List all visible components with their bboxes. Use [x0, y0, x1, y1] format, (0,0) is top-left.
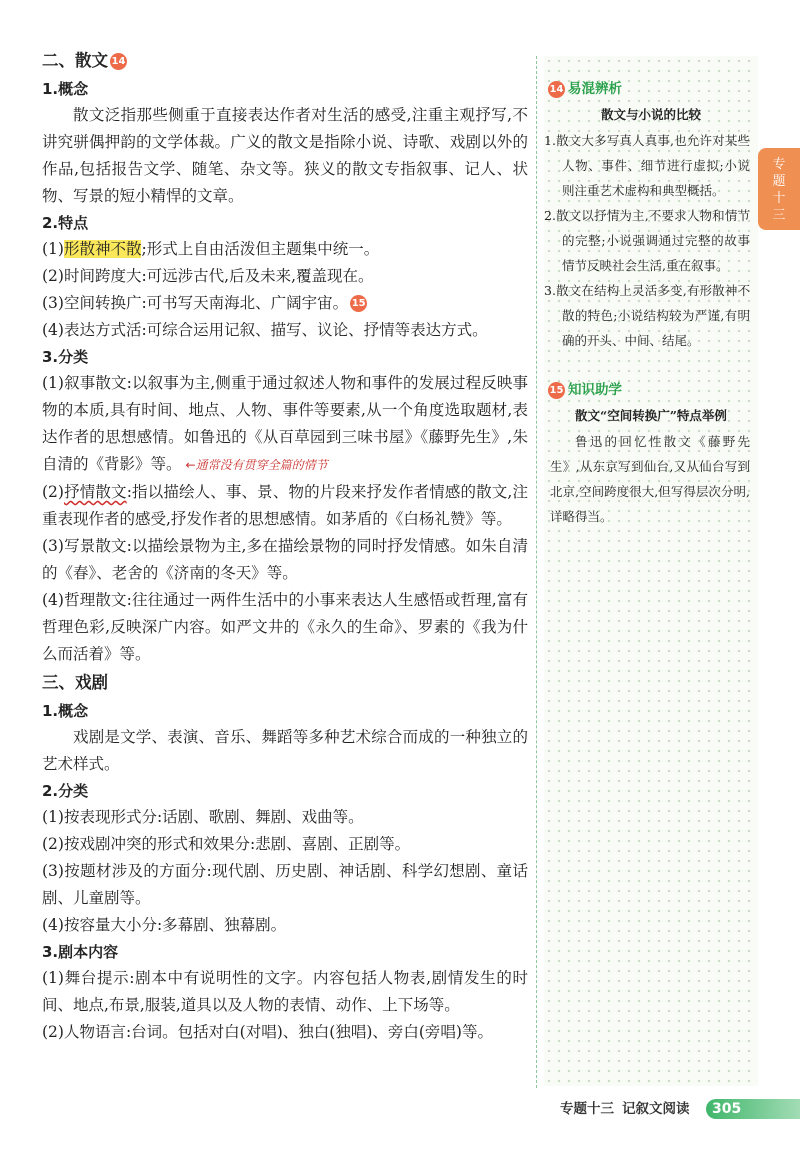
- tab-char: 题: [772, 174, 786, 189]
- item-prefix: (2): [42, 483, 64, 501]
- sidebar-box-heading: [544, 76, 758, 102]
- drama-class-item: (4)按容量大小分:多幕剧、独幕剧。: [42, 916, 287, 934]
- highlighted-term: 形散神不散: [63, 240, 142, 258]
- drama-class-item: (2)按戏剧冲突的形式和效果分:悲剧、喜剧、正剧等。: [42, 835, 411, 853]
- main-content: [42, 46, 528, 1046]
- note-badge: 14: [548, 81, 565, 98]
- feature-item: (2)时间跨度大:可远涉古代,后及未来,覆盖现在。: [42, 267, 374, 285]
- section-heading-prose: [42, 46, 528, 76]
- item-text: :指以描绘人、事、景、物的片段来抒发作者情感的散文,注重表现作者的感受,抒发作者的思想感情。如茅盾的《白杨礼赞》等。: [42, 483, 528, 528]
- tab-char: 十: [772, 191, 786, 206]
- classification-item: (4)哲理散文:往往通过一两件生活中的小事来表达人生感悟或哲理,富有哲理色彩,反映深广内容。如严文井的《永久的生命》、罗素的《我为什么而活着》等。: [42, 591, 528, 663]
- item-prefix: (1): [42, 240, 64, 258]
- subheading-drama-concept: 1.概念: [42, 702, 89, 720]
- classification-item: (3)写景散文:以描绘景物为主,多在描绘景物的同时抒发情感。如朱自清的《春》、老舍的《济南的冬天》等。: [42, 537, 528, 582]
- sidebar-box-subtitle: 散文“空间转换广”特点举例: [575, 408, 727, 423]
- tab-char: 专: [772, 157, 786, 172]
- footer-topic: 专题十三: [560, 1101, 614, 1117]
- handwritten-note: ← 通常没有贯穿全篇的情节: [186, 458, 328, 472]
- classification-item: [42, 479, 528, 533]
- tab-char: 三: [772, 208, 786, 223]
- sidebar-list-item: 1.散文大多写真人真事,也允许对某些人物、事件、细节进行虚拟;小说则注重艺术虚构和典型概括。: [544, 133, 750, 198]
- sidebar-box-heading: [544, 377, 758, 403]
- classification-item: [42, 370, 528, 479]
- note-badge: 14: [110, 53, 127, 70]
- section-heading-drama: 三、戏剧: [42, 673, 108, 692]
- subheading-drama-classification: 2.分类: [42, 782, 89, 800]
- sidebar-notes: [544, 56, 758, 1086]
- paragraph-drama-concept: 戏剧是文学、表演、音乐、舞蹈等多种艺术综合而成的一种独立的艺术样式。: [42, 728, 528, 773]
- drama-class-item: (3)按题材涉及的方面分:现代剧、历史剧、神话剧、科学幻想剧、童话剧、儿童剧等。: [42, 862, 528, 907]
- sidebar-box-title: 知识助学: [568, 382, 622, 398]
- item-text: ;形式上自由活泼但主题集中统一。: [141, 240, 380, 258]
- column-divider: [536, 56, 537, 1088]
- script-content-item: (1)舞台提示:剧本中有说明性的文字。内容包括人物表,剧情发生的时间、地点,布景,服装,道具以及人物的表情、动作、上下场等。: [42, 969, 528, 1014]
- feature-item: [42, 236, 528, 263]
- sidebar-box-title: 易混辨析: [568, 81, 622, 97]
- script-content-item: (2)人物语言:台词。包括对白(对唱)、独白(独唱)、旁白(旁唱)等。: [42, 1023, 493, 1041]
- sidebar-list-item: 3.散文在结构上灵活多变,有形散神不散的特色;小说结构较为严谨,有明确的开头、中间、结尾。: [544, 283, 750, 348]
- sidebar-box-subtitle: 散文与小说的比较: [600, 107, 701, 122]
- page-footer: [560, 1098, 690, 1120]
- subheading-features: 2.特点: [42, 214, 89, 232]
- feature-item: [42, 290, 528, 317]
- chapter-tab[interactable]: [758, 148, 800, 230]
- feature-item: (4)表达方式活:可综合运用记叙、描写、议论、抒情等表达方式。: [42, 321, 488, 339]
- paragraph-concept: 散文泛指那些侧重于直接表达作者对生活的感受,注重主观抒写,不讲究骈偶押韵的文学体裁。广义的散文是指除小说、诗歌、戏剧以外的作品,包括报告文学、随笔、杂文等。狭义的散文专指叙事、记人、状物、写景的短小精悍的文章。: [42, 106, 528, 205]
- footer-section: 记叙文阅读: [622, 1101, 690, 1117]
- section-title: 二、散文: [42, 51, 108, 70]
- page-number: 305: [712, 1101, 742, 1117]
- subheading-classification: 3.分类: [42, 348, 89, 366]
- note-badge: 15: [350, 295, 367, 312]
- note-badge: 15: [548, 382, 565, 399]
- drama-class-item: (1)按表现形式分:话剧、歌剧、舞剧、戏曲等。: [42, 808, 364, 826]
- subheading-concept: 1.概念: [42, 80, 89, 98]
- sidebar-paragraph: 鲁迅的回忆性散文《藤野先生》,从东京写到仙台,又从仙台写到北京,空间跨度很大,但写得层次分明,详略得当。: [550, 434, 750, 524]
- subheading-script-content: 3.剧本内容: [42, 943, 119, 961]
- item-text: (3)空间转换广:可书写天南海北、广阔宇宙。: [42, 294, 349, 312]
- item-text: (1)叙事散文:以叙事为主,侧重于通过叙述人物和事件的发展过程反映事物的本质,具有时间、地点、人物、事件等要素,从一个角度选取题材,表达作者的思想感情。如鲁迅的《从百草园到三味书屋》《藤野先生》,朱自清的《背影》等。: [42, 374, 528, 473]
- underlined-term: 抒情散文: [63, 483, 127, 501]
- sidebar-list-item: 2.散文以抒情为主,不要求人物和情节的完整;小说强调通过完整的故事情节反映社会生活,重在叙事。: [544, 208, 750, 273]
